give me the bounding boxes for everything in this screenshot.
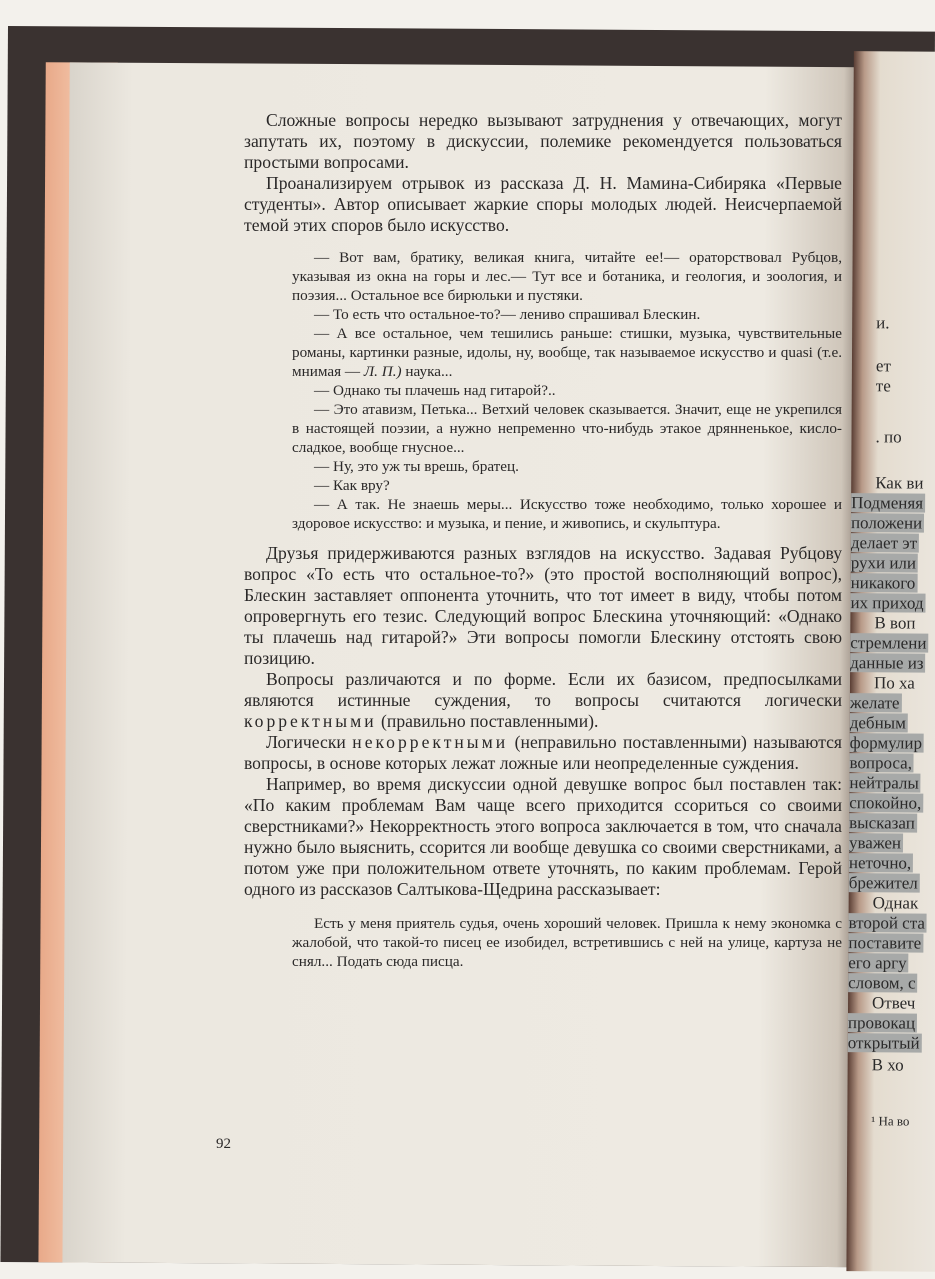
quote-block	[244, 914, 842, 971]
right-page-line: провокац	[847, 1013, 916, 1033]
right-page-line: никакого	[850, 573, 916, 593]
page-number: 92	[216, 1136, 231, 1152]
right-page-line: В воп	[874, 613, 916, 633]
text-run: Вопросы различаются и по форме. Если их базисом, предпосылками являются истинные суждения, то вопросы считаются логически	[244, 669, 842, 710]
right-page-line: делает эт	[850, 533, 918, 553]
right-page-line: вопроса,	[849, 753, 913, 773]
right-page-line: высказап	[849, 813, 915, 833]
right-page-line: Подменяя	[851, 493, 924, 513]
right-page-line: По ха	[873, 673, 915, 693]
quote-text: — А все остальное, чем тешились раньше: стишки, музыка, чувствительные романы, картинки разные, идолы, ну, вообще, так называемое искусство и quasi (т.е. мнимая —	[292, 325, 842, 380]
right-page-line: неточно,	[848, 853, 912, 873]
text-run: (неправильно поставленными) называются вопросы, в основе которых лежат ложные или неопределенные суждения.	[244, 732, 842, 773]
quote-line: Есть у меня приятель судья, очень хороший человек. Пришла к нему экономка с жалобой, что такой-то писец ее изобидел, встретившись с ней на улице, картуза не снял... Подать сюда писца.	[292, 915, 842, 970]
right-page-line: спокойно,	[849, 793, 922, 813]
right-page-line: данные из	[850, 653, 924, 673]
right-page-line: ет	[875, 356, 891, 376]
right-page-line: ¹ На во	[871, 1113, 910, 1129]
spaced-term: корректными	[244, 711, 377, 731]
paragraph: Например, во время дискуссии одной девушке вопрос был поставлен так: «По каким проблемам Вам чаще всего приходится ссориться со своими сверстниками?» Некорректность этого вопроса заключается в том, что сначала нужно было выяснить, ссорится ли вообще девушка со своими сверстниками, а потом уже при положительном ответе уточнять, по каким проблемам. Герой одного из рассказов Салтыкова-Щедрина рассказывает:	[244, 774, 842, 899]
paragraph: Друзья придерживаются разных взглядов на искусство. Задавая Рубцову вопрос «То есть что остальное-то?» (это простой восполняющий вопрос), Блескин заставляет оппонента уточнить, что тот имеет в виду, чтобы потом опровергнуть его тезис. Следующий вопрос Блескина уточняющий: «Однако ты плачешь над гитарой?» Эти вопросы помогли Блескину отстоять свою позицию.	[244, 543, 842, 668]
text-run: (правильно поставленными).	[376, 711, 599, 731]
quote-line: — Однако ты плачешь над гитарой?..	[314, 382, 556, 399]
quote-line: — Это атавизм, Петька... Ветхий человек сказывается. Значит, еще не укрепился в настоящей поэзии, а нужно непременно что-нибудь этакое дрянненькое, кисло-сладкое, вообще гнусное...	[292, 401, 842, 456]
paragraph: Проанализируем отрывок из рассказа Д. Н. Мамина-Сибиряка «Первые студенты». Автор описывает жаркие споры молодых людей. Неисчерпаемой темой этих споров было искусство.	[244, 173, 842, 235]
quote-text: наука...	[401, 363, 453, 380]
quote-line: — Как вру?	[314, 477, 390, 494]
right-page-line: уважен	[848, 833, 902, 853]
right-page-line: его аргу	[848, 953, 907, 973]
right-page-line: формулир	[849, 733, 923, 753]
right-page-line: дебным	[849, 713, 906, 733]
right-page-line: В хо	[871, 1055, 904, 1075]
quote-line: — То есть что остальное-то?— лениво спрашивал Блескин.	[314, 306, 701, 323]
editor-note: Л. П.)	[363, 363, 402, 380]
right-page-line: желате	[849, 693, 900, 713]
quote-line: — Ну, это уж ты врешь, братец.	[314, 458, 519, 475]
right-page-line: Отвеч	[871, 993, 916, 1013]
right-page-line: и.	[876, 313, 890, 333]
right-page-line: нейтралы	[849, 773, 919, 793]
right-page-line: второй ста	[848, 913, 925, 933]
right-page-line: словом, с	[848, 973, 916, 993]
paragraph: Сложные вопросы нередко вызывают затруднения у отвечающих, могут запутать их, поэтому в дискуссии, полемике рекомендуется пользоваться простыми вопросами.	[244, 110, 842, 172]
right-page-line: стремлени	[850, 633, 927, 653]
paragraph	[244, 669, 842, 732]
right-page-line: поставите	[848, 933, 922, 953]
right-page-line: Как ви	[875, 473, 924, 493]
text-run: Логически	[266, 732, 353, 752]
right-page-line: открытый	[847, 1033, 920, 1053]
right-page-line: Однак	[872, 893, 919, 913]
right-page-line: те	[875, 376, 891, 396]
right-page-line: рухи или	[850, 553, 917, 573]
quote-block	[244, 248, 842, 533]
page-body	[244, 110, 842, 981]
quote-line	[292, 324, 842, 381]
right-page-line: положени	[850, 513, 923, 533]
paragraph	[244, 732, 842, 774]
right-page-line: . по	[875, 427, 902, 447]
right-page-line: их приход	[850, 593, 924, 613]
right-page-fragment	[846, 51, 935, 1272]
quote-line: — Вот вам, братику, великая книга, читайте ее!— ораторствовал Рубцов, указывая из окна на горы и лес.— Тут все и ботаника, и геология, и зоология, и поэзия... Остальное все бирюльки и пустяки.	[292, 249, 842, 304]
right-page-line: брежител	[848, 873, 918, 893]
quote-line: — А так. Не знаешь меры... Искусство тоже необходимо, только хорошее и здоровое искусство: и музыка, и пение, и живопись, и скульптура.	[292, 496, 842, 532]
spaced-term: некорректными	[352, 732, 509, 752]
